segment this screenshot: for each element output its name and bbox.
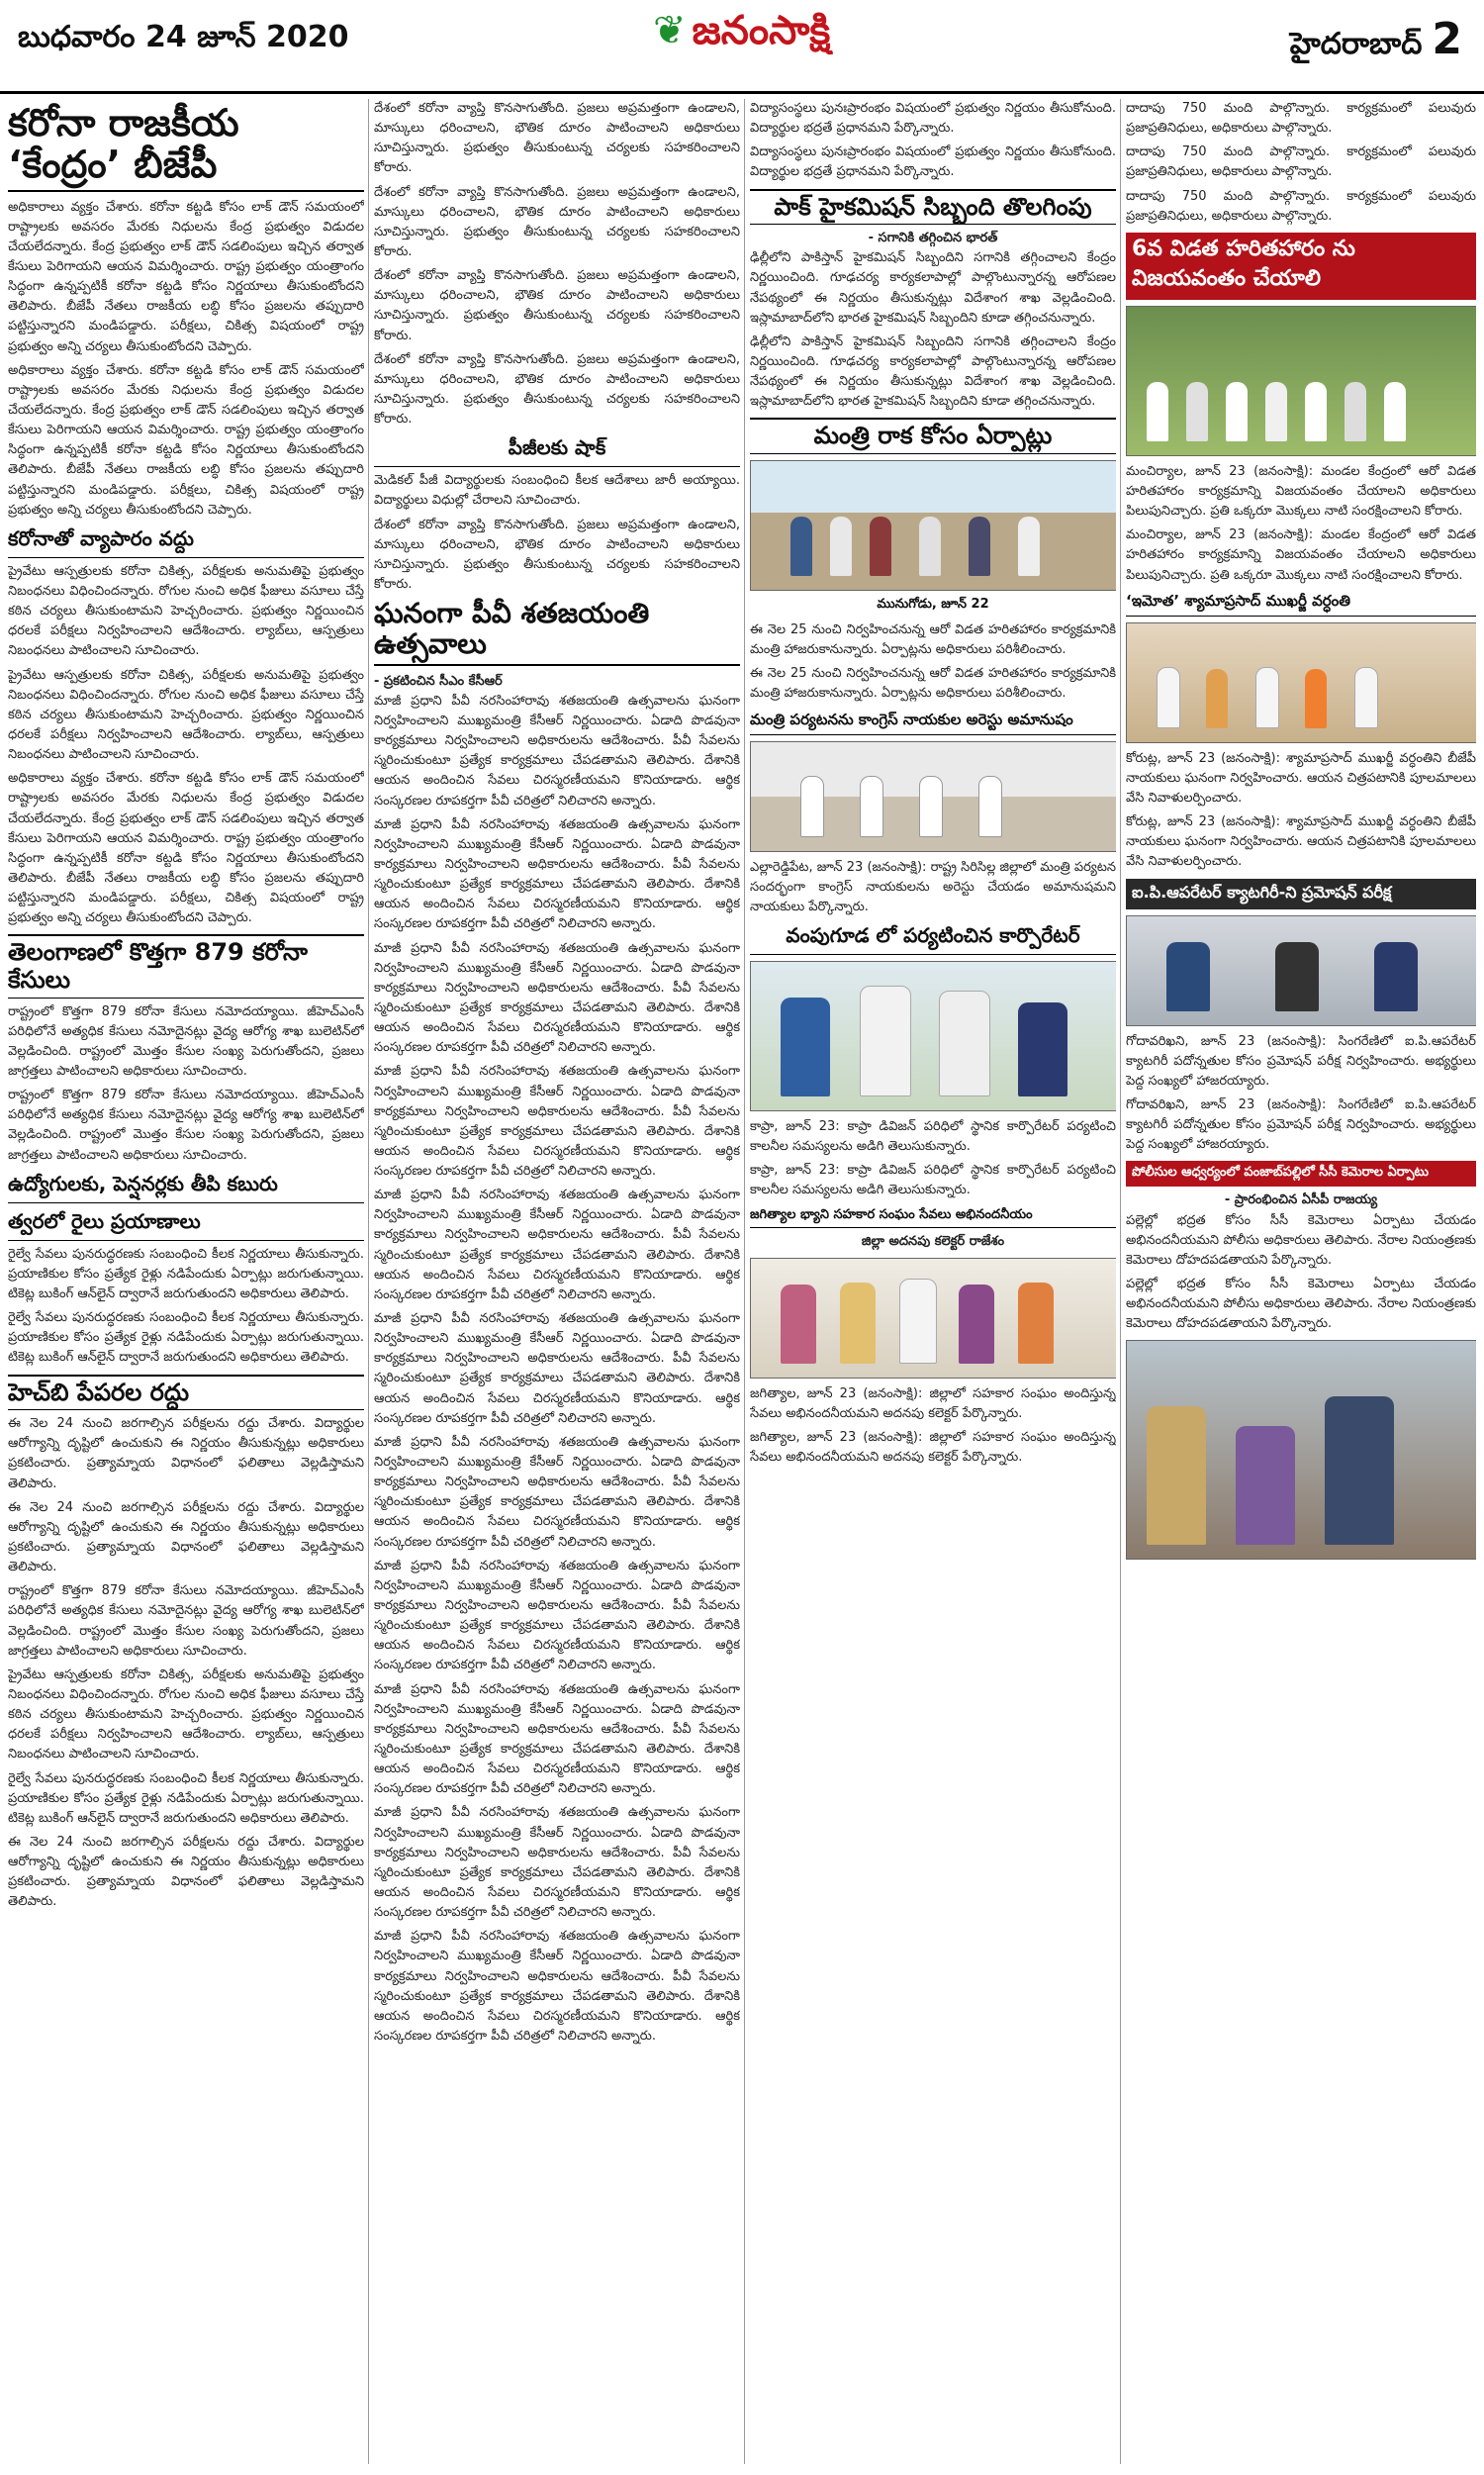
news-photo [750, 741, 1116, 852]
news-photo [1126, 915, 1476, 1026]
article-body: మాజీ ప్రధాని పీవీ నరసింహారావు శతజయంతి ఉత్సవాలను ఘనంగా నిర్వహించాలని ముఖ్యమంత్రి కేసీఆర్ నిర్ణయించారు. ఏడాది పొడవునా కార్యక్రమాలు నిర్వహించాలని అధికారులను ఆదేశించారు. పీవీ సేవలను స్మరించుకుంటూ ప్రత్యేక కార్యక్రమాలు చేపడతామని తెలిపారు. దేశానికి ఆయన అందించిన సేవలు చిరస్మరణీయమని కొనియాడారు. ఆర్థిక సంస్కరణల రూపకర్తగా పీవీ చరిత్రలో నిలిచారని అన్నారు. [374, 1064, 740, 1180]
article-body: రైల్వే సేవలు పునరుద్ధరణకు సంబంధించి కీలక నిర్ణయాలు తీసుకున్నారు. ప్రయాణికుల కోసం ప్రత్యేక రైళ్లు నడిపేందుకు ఏర్పాట్లు జరుగుతున్నాయి. టికెట్ల బుకింగ్ ఆన్‌లైన్ ద్వారానే జరుగుతుందని అధికారులు తెలిపారు. [8, 1310, 364, 1366]
article-body: పల్లెల్లో భద్రత కోసం సీసీ కెమెరాలు ఏర్పాటు చేయడం అభినందనీయమని పోలీసు అధికారులు తెలిపారు. నేరాల నియంత్రణకు కెమెరాలు దోహదపడతాయని పేర్కొన్నారు. [1126, 1276, 1476, 1332]
article-body: మాజీ ప్రధాని పీవీ నరసింహారావు శతజయంతి ఉత్సవాలను ఘనంగా నిర్వహించాలని ముఖ్యమంత్రి కేసీఆర్ నిర్ణయించారు. ఏడాది పొడవునా కార్యక్రమాలు నిర్వహించాలని అధికారులను ఆదేశించారు. పీవీ సేవలను స్మరించుకుంటూ ప్రత్యేక కార్యక్రమాలు చేపడతామని తెలిపారు. దేశానికి ఆయన అందించిన సేవలు చిరస్మరణీయమని కొనియాడారు. ఆర్థిక సంస్కరణల రూపకర్తగా పీవీ చరిత్రలో నిలిచారని అన్నారు. [374, 1188, 740, 1302]
article-body: ఈ నెల 25 నుంచి నిర్వహించనున్న ఆరో విడత హరితహారం కార్యక్రమానికి మంత్రి హాజరుకానున్నారు. ఏర్పాట్లను అధికారులు పరిశీలించారు. [750, 622, 1116, 658]
column-divider [744, 99, 745, 2464]
article-body: మాజీ ప్రధాని పీవీ నరసింహారావు శతజయంతి ఉత్సవాలను ఘనంగా నిర్వహించాలని ముఖ్యమంత్రి కేసీఆర్ నిర్ణయించారు. ఏడాది పొడవునా కార్యక్రమాలు నిర్వహించాలని అధికారులను ఆదేశించారు. పీవీ సేవలను స్మరించుకుంటూ ప్రత్యేక కార్యక్రమాలు చేపడతామని తెలిపారు. దేశానికి ఆయన అందించిన సేవలు చిరస్మరణీయమని కొనియాడారు. ఆర్థిక సంస్కరణల రూపకర్తగా పీవీ చరిత్రలో నిలిచారని అన్నారు. [374, 940, 740, 1056]
column-1 [8, 99, 364, 2464]
column-divider [368, 99, 369, 2464]
article-body: మాజీ ప్రధాని పీవీ నరసింహారావు శతజయంతి ఉత్సవాలను ఘనంగా నిర్వహించాలని ముఖ్యమంత్రి కేసీఆర్ నిర్ణయించారు. ఏడాది పొడవునా కార్యక్రమాలు నిర్వహించాలని అధికారులను ఆదేశించారు. పీవీ సేవలను స్మరించుకుంటూ ప్రత్యేక కార్యక్రమాలు చేపడతామని తెలిపారు. దేశానికి ఆయన అందించిన సేవలు చిరస్మరణీయమని కొనియాడారు. ఆర్థిక సంస్కరణల రూపకర్తగా పీవీ చరిత్రలో నిలిచారని అన్నారు. [374, 1805, 740, 1921]
column-3 [750, 99, 1116, 2464]
article-body: ఈ నెల 24 నుంచి జరగాల్సిన పరీక్షలను రద్దు చేశారు. విద్యార్థుల ఆరోగ్యాన్ని దృష్టిలో ఉంచుకుని ఈ నిర్ణయం తీసుకున్నట్లు అధికారులు ప్రకటించారు. ప్రత్యామ్నాయ విధానంలో ఫలితాలు వెల్లడిస్తామని తెలిపారు. [8, 1834, 364, 1910]
photo-caption: మునుగోడు, జూన్ 22 [877, 597, 989, 613]
feature-headline: ఘనంగా పీవీ శతజయంతి ఉత్సవాలు [374, 599, 740, 666]
news-photo [1126, 622, 1476, 743]
byline: - ప్రారంభించిన ఏసీపీ రాజయ్య [1224, 1192, 1378, 1208]
article-body: కాప్రా, జూన్ 23: కాప్రా డివిజన్ పరిధిలో స్థానిక కార్పొరేటర్ పర్యటించి కాలనీల సమస్యలను అడిగి తెలుసుకున్నారు. [750, 1163, 1116, 1198]
article-body: మాజీ ప్రధాని పీవీ నరసింహారావు శతజయంతి ఉత్సవాలను ఘనంగా నిర్వహించాలని ముఖ్యమంత్రి కేసీఆర్ నిర్ణయించారు. ఏడాది పొడవునా కార్యక్రమాలు నిర్వహించాలని అధికారులను ఆదేశించారు. పీవీ సేవలను స్మరించుకుంటూ ప్రత్యేక కార్యక్రమాలు చేపడతామని తెలిపారు. దేశానికి ఆయన అందించిన సేవలు చిరస్మరణీయమని కొనియాడారు. ఆర్థిక సంస్కరణల రూపకర్తగా పీవీ చరిత్రలో నిలిచారని అన్నారు. [374, 1681, 740, 1797]
masthead-city: హైదరాబాద్ [1289, 27, 1423, 61]
masthead-date: బుధవారం 24 జూన్ 2020 [18, 20, 349, 54]
article-body: రైల్వే సేవలు పునరుద్ధరణకు సంబంధించి కీలక నిర్ణయాలు తీసుకున్నారు. ప్రయాణికుల కోసం ప్రత్యేక రైళ్లు నడిపేందుకు ఏర్పాట్లు జరుగుతున్నాయి. టికెట్ల బుకింగ్ ఆన్‌లైన్ ద్వారానే జరుగుతుందని అధికారులు తెలిపారు. [8, 1770, 364, 1826]
masthead [0, 0, 1484, 94]
article-body: మాజీ ప్రధాని పీవీ నరసింహారావు శతజయంతి ఉత్సవాలను ఘనంగా నిర్వహించాలని ముఖ్యమంత్రి కేసీఆర్ నిర్ణయించారు. ఏడాది పొడవునా కార్యక్రమాలు నిర్వహించాలని అధికారులను ఆదేశించారు. పీవీ సేవలను స్మరించుకుంటూ ప్రత్యేక కార్యక్రమాలు చేపడతామని తెలిపారు. దేశానికి ఆయన అందించిన సేవలు చిరస్మరణీయమని కొనియాడారు. ఆర్థిక సంస్కరణల రూపకర్తగా పీవీ చరిత్రలో నిలిచారని అన్నారు. [374, 1434, 740, 1550]
article-body: ప్రైవేటు ఆస్పత్రులకు కరోనా చికిత్స, పరీక్షలకు అనుమతిపై ప్రభుత్వం నిబంధనలు విధించిందన్నారు. రోగుల నుంచి అధిక ఫీజులు వసూలు చేస్తే కఠిన చర్యలు తీసుకుంటామని హెచ్చరించారు. ప్రభుత్వం నిర్ణయించిన ధరలకే పరీక్షలు నిర్వహించాలని ఆదేశించారు. ల్యాబ్‌లు, ఆస్పత్రులు నిబంధనలు పాటించాలని సూచించారు. [8, 1666, 364, 1762]
article-body: మాజీ ప్రధాని పీవీ నరసింహారావు శతజయంతి ఉత్సవాలను ఘనంగా నిర్వహించాలని ముఖ్యమంత్రి కేసీఆర్ నిర్ణయించారు. ఏడాది పొడవునా కార్యక్రమాలు నిర్వహించాలని అధికారులను ఆదేశించారు. పీవీ సేవలను స్మరించుకుంటూ ప్రత్యేక కార్యక్రమాలు చేపడతామని తెలిపారు. దేశానికి ఆయన అందించిన సేవలు చిరస్మరణీయమని కొనియాడారు. ఆర్థిక సంస్కరణల రూపకర్తగా పీవీ చరిత్రలో నిలిచారని అన్నారు. [374, 1929, 740, 2044]
article-body: ప్రైవేటు ఆస్పత్రులకు కరోనా చికిత్స, పరీక్షలకు అనుమతిపై ప్రభుత్వం నిబంధనలు విధించిందన్నారు. రోగుల నుంచి అధిక ఫీజులు వసూలు చేస్తే కఠిన చర్యలు తీసుకుంటామని హెచ్చరించారు. ప్రభుత్వం నిర్ణయించిన ధరలకే పరీక్షలు నిర్వహించాలని ఆదేశించారు. ల్యాబ్‌లు, ఆస్పత్రులు నిబంధనలు పాటించాలని సూచించారు. [8, 667, 364, 763]
article-body: దాదాపు 750 మంది పాల్గొన్నారు. కార్యక్రమంలో పలువురు ప్రజాప్రతినిధులు, అధికారులు పాల్గొన్నారు. [1126, 101, 1476, 137]
subheading: మంత్రి రాక కోసం ఏర్పాట్లు [750, 418, 1116, 454]
article-body: గోదావరిఖని, జూన్ 23 (జనంసాక్షి): సింగరేణిలో ఐ.పి.ఆపరేటర్ క్యాటగిరీ పదోన్నతుల కోసం ప్రమోషన్ పరీక్ష నిర్వహించారు. అభ్యర్థులు పెద్ద సంఖ్యలో హాజరయ్యారు. [1126, 1096, 1476, 1153]
article-body: దేశంలో కరోనా వ్యాప్తి కొనసాగుతోంది. ప్రజలు అప్రమత్తంగా ఉండాలని, మాస్కులు ధరించాలని, భౌతిక దూరం పాటించాలని అధికారులు సూచిస్తున్నారు. ప్రభుత్వం తీసుకుంటున్న చర్యలకు సహకరించాలని కోరారు. [374, 101, 740, 176]
article-body: కోరుట్ల, జూన్ 23 (జనంసాక్షి): శ్యామాప్రసాద్ ముఖర్జీ వర్ధంతిని బీజేపీ నాయకులు ఘనంగా నిర్వహించారు. ఆయన చిత్రపటానికి పూలమాలలు వేసి నివాళులర్పించారు. [1126, 750, 1476, 806]
subheading: ఐ.పి.ఆపరేటర్ క్యాటగిరీ-ని ప్రమోషన్ పరీక్ష [1126, 879, 1476, 909]
subheading: కరోనాతో వ్యాపారం వద్దు [8, 526, 364, 558]
article-body: ప్రైవేటు ఆస్పత్రులకు కరోనా చికిత్స, పరీక్షలకు అనుమతిపై ప్రభుత్వం నిబంధనలు విధించిందన్నారు. రోగుల నుంచి అధిక ఫీజులు వసూలు చేస్తే కఠిన చర్యలు తీసుకుంటామని హెచ్చరించారు. ప్రభుత్వం నిర్ణయించిన ధరలకే పరీక్షలు నిర్వహించాలని ఆదేశించారు. ల్యాబ్‌లు, ఆస్పత్రులు నిబంధనలు పాటించాలని సూచించారు. [8, 563, 364, 659]
article-body: ఢిల్లీలోని పాకిస్తాన్ హైకమిషన్ సిబ్బందిని సగానికి తగ్గించాలని కేంద్రం నిర్ణయించింది. గూఢచర్య కార్యకలాపాల్లో పాల్గొంటున్నారన్న ఆరోపణల నేపథ్యంలో ఈ నిర్ణయం తీసుకున్నట్లు విదేశాంగ శాఖ వెల్లడించింది. ఇస్లామాబాద్‌లోని భారత హైకమిషన్ సిబ్బందిని కూడా తగ్గించనున్నారు. [750, 333, 1116, 410]
article-body: కాప్రా, జూన్ 23: కాప్రా డివిజన్ పరిధిలో స్థానిక కార్పొరేటర్ పర్యటించి కాలనీల సమస్యలను అడిగి తెలుసుకున్నారు. [750, 1119, 1116, 1155]
subheading: మంత్రి పర్యటనను కాంగ్రెస్ నాయకుల అరెస్టు అమానుషం [750, 711, 1116, 735]
article-body: ఈ నెల 24 నుంచి జరగాల్సిన పరీక్షలను రద్దు చేశారు. విద్యార్థుల ఆరోగ్యాన్ని దృష్టిలో ఉంచుకుని ఈ నిర్ణయం తీసుకున్నట్లు అధికారులు ప్రకటించారు. ప్రత్యామ్నాయ విధానంలో ఫలితాలు వెల్లడిస్తామని తెలిపారు. [8, 1499, 364, 1575]
article-body: దేశంలో కరోనా వ్యాప్తి కొనసాగుతోంది. ప్రజలు అప్రమత్తంగా ఉండాలని, మాస్కులు ధరించాలని, భౌతిక దూరం పాటించాలని అధికారులు సూచిస్తున్నారు. ప్రభుత్వం తీసుకుంటున్న చర్యలకు సహకరించాలని కోరారు. [374, 517, 740, 592]
leaf-icon: ❦ [653, 8, 687, 53]
article-body: రాష్ట్రంలో కొత్తగా 879 కరోనా కేసులు నమోదయ్యాయి. జీహెచ్ఎంసీ పరిధిలోనే అత్యధిక కేసులు నమోదైనట్లు వైద్య ఆరోగ్య శాఖ బులెటిన్‌లో వెల్లడించింది. రాష్ట్రంలో మొత్తం కేసుల సంఖ్య పెరుగుతోందని, ప్రజలు జాగ్రత్తలు పాటించాలని అధికారులు సూచించారు. [8, 1088, 364, 1163]
paper-name: జనంసాక్షి [692, 8, 831, 53]
byline: - ప్రకటించిన సీఎం కేసీఆర్ [374, 673, 503, 689]
article-body: గోదావరిఖని, జూన్ 23 (జనంసాక్షి): సింగరేణిలో ఐ.పి.ఆపరేటర్ క్యాటగిరీ పదోన్నతుల కోసం ప్రమోషన్ పరీక్ష నిర్వహించారు. అభ్యర్థులు పెద్ద సంఖ్యలో హాజరయ్యారు. [1126, 1033, 1476, 1089]
article-body: ఢిల్లీలోని పాకిస్తాన్ హైకమిషన్ సిబ్బందిని సగానికి తగ్గించాలని కేంద్రం నిర్ణయించింది. గూఢచర్య కార్యకలాపాల్లో పాల్గొంటున్నారన్న ఆరోపణల నేపథ్యంలో ఈ నిర్ణయం తీసుకున్నట్లు విదేశాంగ శాఖ వెల్లడించింది. ఇస్లామాబాద్‌లోని భారత హైకమిషన్ సిబ్బందిని కూడా తగ్గించనున్నారు. [750, 250, 1116, 326]
paper-logo [653, 8, 830, 63]
column-4 [1126, 99, 1476, 2464]
article-body: రాష్ట్రంలో కొత్తగా 879 కరోనా కేసులు నమోదయ్యాయి. జీహెచ్ఎంసీ పరిధిలోనే అత్యధిక కేసులు నమోదైనట్లు వైద్య ఆరోగ్య శాఖ బులెటిన్‌లో వెల్లడించింది. రాష్ట్రంలో మొత్తం కేసుల సంఖ్య పెరుగుతోందని, ప్రజలు జాగ్రత్తలు పాటించాలని అధికారులు సూచించారు. [8, 1003, 364, 1079]
subheading: పోలీసుల ఆధ్వర్యంలో పంజాబ్‌పల్లిలో సీసీ కెమెరాల ఏర్పాటు [1126, 1161, 1476, 1187]
page-number: 2 [1432, 14, 1462, 64]
article-body: దేశంలో కరోనా వ్యాప్తి కొనసాగుతోంది. ప్రజలు అప్రమత్తంగా ఉండాలని, మాస్కులు ధరించాలని, భౌతిక దూరం పాటించాలని అధికారులు సూచిస్తున్నారు. ప్రభుత్వం తీసుకుంటున్న చర్యలకు సహకరించాలని కోరారు. [374, 351, 740, 428]
article-body: అధికారాలు వ్యక్తం చేశారు. కరోనా కట్టడి కోసం లాక్ డౌన్ సమయంలో రాష్ట్రాలకు అవసరం మేరకు నిధులను కేంద్ర ప్రభుత్వం విడుదల చేయలేదన్నారు. కేంద్ర ప్రభుత్వం లాక్ డౌన్ సడలింపులు ఇచ్చిన తర్వాత కేసులు పెరిగాయని ఆయన విమర్శించారు. రాష్ట్ర ప్రభుత్వం యంత్రాంగం సిద్ధంగా ఉన్నప్పటికీ కరోనా కట్టడి కోసం నిర్ణయాలు తీసుకుంటోందని తెలిపారు. బీజేపీ నేతలు రాజకీయ లబ్ధి కోసం ప్రజలను తప్పుదారి పట్టిస్తున్నారని మండిపడ్డారు. పరీక్షలు, చికిత్స విషయంలో రాష్ట్ర ప్రభుత్వం అన్ని చర్యలు తీసుకుంటోందని చెప్పారు. [8, 199, 364, 354]
article-body: దేశంలో కరోనా వ్యాప్తి కొనసాగుతోంది. ప్రజలు అప్రమత్తంగా ఉండాలని, మాస్కులు ధరించాలని, భౌతిక దూరం పాటించాలని అధికారులు సూచిస్తున్నారు. ప్రభుత్వం తీసుకుంటున్న చర్యలకు సహకరించాలని కోరారు. [374, 184, 740, 259]
subheading: 6వ విడత హరితహారం ను విజయవంతం చేయాలి [1126, 233, 1476, 300]
subheading: పాక్ హైకమిషన్ సిబ్బంది తొలగింపు [750, 189, 1116, 226]
subheading: వంపుగూడ లో పర్యటించిన కార్పొరేటర్ [750, 923, 1116, 955]
subheading: ‘ఇమోత’ శ్యామాప్రసాద్ ముఖర్జీ వర్ధంతి [1126, 592, 1476, 617]
article-body: మాజీ ప్రధాని పీవీ నరసింహారావు శతజయంతి ఉత్సవాలను ఘనంగా నిర్వహించాలని ముఖ్యమంత్రి కేసీఆర్ నిర్ణయించారు. ఏడాది పొడవునా కార్యక్రమాలు నిర్వహించాలని అధికారులను ఆదేశించారు. పీవీ సేవలను స్మరించుకుంటూ ప్రత్యేక కార్యక్రమాలు చేపడతామని తెలిపారు. దేశానికి ఆయన అందించిన సేవలు చిరస్మరణీయమని కొనియాడారు. ఆర్థిక సంస్కరణల రూపకర్తగా పీవీ చరిత్రలో నిలిచారని అన్నారు. [374, 816, 740, 932]
news-photo [750, 1258, 1116, 1379]
article-body: దాదాపు 750 మంది పాల్గొన్నారు. కార్యక్రమంలో పలువురు ప్రజాప్రతినిధులు, అధికారులు పాల్గొన్నారు. [1126, 188, 1476, 224]
byline: - సగానికి తగ్గించిన భారత్ [868, 231, 998, 246]
subheading: త్వరలో రైలు ప్రయాణాలు [8, 1209, 364, 1241]
article-body: మాజీ ప్రధాని పీవీ నరసింహారావు శతజయంతి ఉత్సవాలను ఘనంగా నిర్వహించాలని ముఖ్యమంత్రి కేసీఆర్ నిర్ణయించారు. ఏడాది పొడవునా కార్యక్రమాలు నిర్వహించాలని అధికారులను ఆదేశించారు. పీవీ సేవలను స్మరించుకుంటూ ప్రత్యేక కార్యక్రమాలు చేపడతామని తెలిపారు. దేశానికి ఆయన అందించిన సేవలు చిరస్మరణీయమని కొనియాడారు. ఆర్థిక సంస్కరణల రూపకర్తగా పీవీ చరిత్రలో నిలిచారని అన్నారు. [374, 1558, 740, 1673]
news-photo [1126, 1340, 1476, 1560]
column-2 [374, 99, 740, 2464]
article-body: మెడికల్ పీజీ విద్యార్థులకు సంబంధించి కీలక ఆదేశాలు జారీ అయ్యాయి. విద్యార్థులు విధుల్లో చేరాలని సూచించారు. [374, 473, 740, 509]
article-body: మంచిర్యాల, జూన్ 23 (జనంసాక్షి): మండల కేంద్రంలో ఆరో విడత హరితహారం కార్యక్రమాన్ని విజయవంతం చేయాలని అధికారులు పిలుపునిచ్చారు. ప్రతి ఒక్కరూ మొక్కలు నాటి సంరక్షించాలని కోరారు. [1126, 527, 1476, 583]
subheading: తెలంగాణలో కొత్తగా 879 కరోనా కేసులు [8, 934, 364, 998]
article-body: రైల్వే సేవలు పునరుద్ధరణకు సంబంధించి కీలక నిర్ణయాలు తీసుకున్నారు. ప్రయాణికుల కోసం ప్రత్యేక రైళ్లు నడిపేందుకు ఏర్పాట్లు జరుగుతున్నాయి. టికెట్ల బుకింగ్ ఆన్‌లైన్ ద్వారానే జరుగుతుందని అధికారులు తెలిపారు. [8, 1246, 364, 1301]
article-body: విద్యాసంస్థలు పునఃప్రారంభం విషయంలో ప్రభుత్వం నిర్ణయం తీసుకోనుంది. విద్యార్థుల భద్రతే ప్రధానమని పేర్కొన్నారు. [750, 144, 1116, 180]
article-body: దేశంలో కరోనా వ్యాప్తి కొనసాగుతోంది. ప్రజలు అప్రమత్తంగా ఉండాలని, మాస్కులు ధరించాలని, భౌతిక దూరం పాటించాలని అధికారులు సూచిస్తున్నారు. ప్రభుత్వం తీసుకుంటున్న చర్యలకు సహకరించాలని కోరారు. [374, 268, 740, 343]
article-body: విద్యాసంస్థలు పునఃప్రారంభం విషయంలో ప్రభుత్వం నిర్ణయం తీసుకోనుంది. విద్యార్థుల భద్రతే ప్రధానమని పేర్కొన్నారు. [750, 101, 1116, 137]
byline: జిల్లా అదనపు కలెక్టర్ రాజేశం [861, 1233, 1005, 1249]
article-body: అధికారాలు వ్యక్తం చేశారు. కరోనా కట్టడి కోసం లాక్ డౌన్ సమయంలో రాష్ట్రాలకు అవసరం మేరకు నిధులను కేంద్ర ప్రభుత్వం విడుదల చేయలేదన్నారు. కేంద్ర ప్రభుత్వం లాక్ డౌన్ సడలింపులు ఇచ్చిన తర్వాత కేసులు పెరిగాయని ఆయన విమర్శించారు. రాష్ట్ర ప్రభుత్వం యంత్రాంగం సిద్ధంగా ఉన్నప్పటికీ కరోనా కట్టడి కోసం నిర్ణయాలు తీసుకుంటోందని తెలిపారు. బీజేపీ నేతలు రాజకీయ లబ్ధి కోసం ప్రజలను తప్పుదారి పట్టిస్తున్నారని మండిపడ్డారు. పరీక్షలు, చికిత్స విషయంలో రాష్ట్ర ప్రభుత్వం అన్ని చర్యలు తీసుకుంటోందని చెప్పారు. [8, 771, 364, 926]
article-body: మాజీ ప్రధాని పీవీ నరసింహారావు శతజయంతి ఉత్సవాలను ఘనంగా నిర్వహించాలని ముఖ్యమంత్రి కేసీఆర్ నిర్ణయించారు. ఏడాది పొడవునా కార్యక్రమాలు నిర్వహించాలని అధికారులను ఆదేశించారు. పీవీ సేవలను స్మరించుకుంటూ ప్రత్యేక కార్యక్రమాలు చేపడతామని తెలిపారు. దేశానికి ఆయన అందించిన సేవలు చిరస్మరణీయమని కొనియాడారు. ఆర్థిక సంస్కరణల రూపకర్తగా పీవీ చరిత్రలో నిలిచారని అన్నారు. [374, 693, 740, 809]
article-body: కోరుట్ల, జూన్ 23 (జనంసాక్షి): శ్యామాప్రసాద్ ముఖర్జీ వర్ధంతిని బీజేపీ నాయకులు ఘనంగా నిర్వహించారు. ఆయన చిత్రపటానికి పూలమాలలు వేసి నివాళులర్పించారు. [1126, 814, 1476, 870]
article-body: పల్లెల్లో భద్రత కోసం సీసీ కెమెరాలు ఏర్పాటు చేయడం అభినందనీయమని పోలీసు అధికారులు తెలిపారు. నేరాల నియంత్రణకు కెమెరాలు దోహదపడతాయని పేర్కొన్నారు. [1126, 1212, 1476, 1268]
article-body: జగిత్యాల, జూన్ 23 (జనంసాక్షి): జిల్లాలో సహకార సంఘం అందిస్తున్న సేవలు అభినందనీయమని అదనపు కలెక్టర్ పేర్కొన్నారు. [750, 1429, 1116, 1466]
subheading: ఉద్యోగులకు, పెన్షనర్లకు తీపి కబురు [8, 1172, 364, 1203]
subheading: పీజీలకు షాక్ [374, 435, 740, 467]
subheading: జగిత్యాల భ్యాని సహకార సంఘం సేవలు అభినందనీయం [750, 1207, 1116, 1228]
masthead-city-page [1290, 14, 1462, 68]
article-body: మాజీ ప్రధాని పీవీ నరసింహారావు శతజయంతి ఉత్సవాలను ఘనంగా నిర్వహించాలని ముఖ్యమంత్రి కేసీఆర్ నిర్ణయించారు. ఏడాది పొడవునా కార్యక్రమాలు నిర్వహించాలని అధికారులను ఆదేశించారు. పీవీ సేవలను స్మరించుకుంటూ ప్రత్యేక కార్యక్రమాలు చేపడతామని తెలిపారు. దేశానికి ఆయన అందించిన సేవలు చిరస్మరణీయమని కొనియాడారు. ఆర్థిక సంస్కరణల రూపకర్తగా పీవీ చరిత్రలో నిలిచారని అన్నారు. [374, 1311, 740, 1426]
article-body: ఈ నెల 24 నుంచి జరగాల్సిన పరీక్షలను రద్దు చేశారు. విద్యార్థుల ఆరోగ్యాన్ని దృష్టిలో ఉంచుకుని ఈ నిర్ణయం తీసుకున్నట్లు అధికారులు ప్రకటించారు. ప్రత్యామ్నాయ విధానంలో ఫలితాలు వెల్లడిస్తామని తెలిపారు. [8, 1416, 364, 1491]
column-divider [1120, 99, 1121, 2464]
news-photo [750, 961, 1116, 1111]
article-body: దాదాపు 750 మంది పాల్గొన్నారు. కార్యక్రమంలో పలువురు ప్రజాప్రతినిధులు, అధికారులు పాల్గొన్నారు. [1126, 144, 1476, 180]
news-photo [750, 460, 1116, 591]
article-body: జగిత్యాల, జూన్ 23 (జనంసాక్షి): జిల్లాలో సహకార సంఘం అందిస్తున్న సేవలు అభినందనీయమని అదనపు కలెక్టర్ పేర్కొన్నారు. [750, 1385, 1116, 1421]
article-body: అధికారాలు వ్యక్తం చేశారు. కరోనా కట్టడి కోసం లాక్ డౌన్ సమయంలో రాష్ట్రాలకు అవసరం మేరకు నిధులను కేంద్ర ప్రభుత్వం విడుదల చేయలేదన్నారు. కేంద్ర ప్రభుత్వం లాక్ డౌన్ సడలింపులు ఇచ్చిన తర్వాత కేసులు పెరిగాయని ఆయన విమర్శించారు. రాష్ట్ర ప్రభుత్వం యంత్రాంగం సిద్ధంగా ఉన్నప్పటికీ కరోనా కట్టడి కోసం నిర్ణయాలు తీసుకుంటోందని తెలిపారు. బీజేపీ నేతలు రాజకీయ లబ్ధి కోసం ప్రజలను తప్పుదారి పట్టిస్తున్నారని మండిపడ్డారు. పరీక్షలు, చికిత్స విషయంలో రాష్ట్ర ప్రభుత్వం అన్ని చర్యలు తీసుకుంటోందని చెప్పారు. [8, 362, 364, 518]
news-photo [1126, 306, 1476, 456]
article-body: రాష్ట్రంలో కొత్తగా 879 కరోనా కేసులు నమోదయ్యాయి. జీహెచ్ఎంసీ పరిధిలోనే అత్యధిక కేసులు నమోదైనట్లు వైద్య ఆరోగ్య శాఖ బులెటిన్‌లో వెల్లడించింది. రాష్ట్రంలో మొత్తం కేసుల సంఖ్య పెరుగుతోందని, ప్రజలు జాగ్రత్తలు పాటించాలని అధికారులు సూచించారు. [8, 1583, 364, 1659]
article-body: ఈ నెల 25 నుంచి నిర్వహించనున్న ఆరో విడత హరితహారం కార్యక్రమానికి మంత్రి హాజరుకానున్నారు. ఏర్పాట్లను అధికారులు పరిశీలించారు. [750, 666, 1116, 702]
article-body: మంచిర్యాల, జూన్ 23 (జనంసాక్షి): మండల కేంద్రంలో ఆరో విడత హరితహారం కార్యక్రమాన్ని విజయవంతం చేయాలని అధికారులు పిలుపునిచ్చారు. ప్రతి ఒక్కరూ మొక్కలు నాటి సంరక్షించాలని కోరారు. [1126, 463, 1476, 520]
lead-headline: కరోనా రాజకీయ ‘కేంద్రం’ బీజేపీ [8, 103, 364, 192]
article-body: ఎల్లారెడ్డిపేట, జూన్ 23 (జనంసాక్షి): రాష్ట్ర సిరిసిల్ల జిల్లాలో మంత్రి పర్యటన సందర్భంగా కాంగ్రెస్ నాయకులను అరెస్టు చేయడం అమానుషమని నాయకులు పేర్కొన్నారు. [750, 859, 1116, 914]
subheading: హెచ్‌బి పేపరల రద్దు [8, 1375, 364, 1411]
